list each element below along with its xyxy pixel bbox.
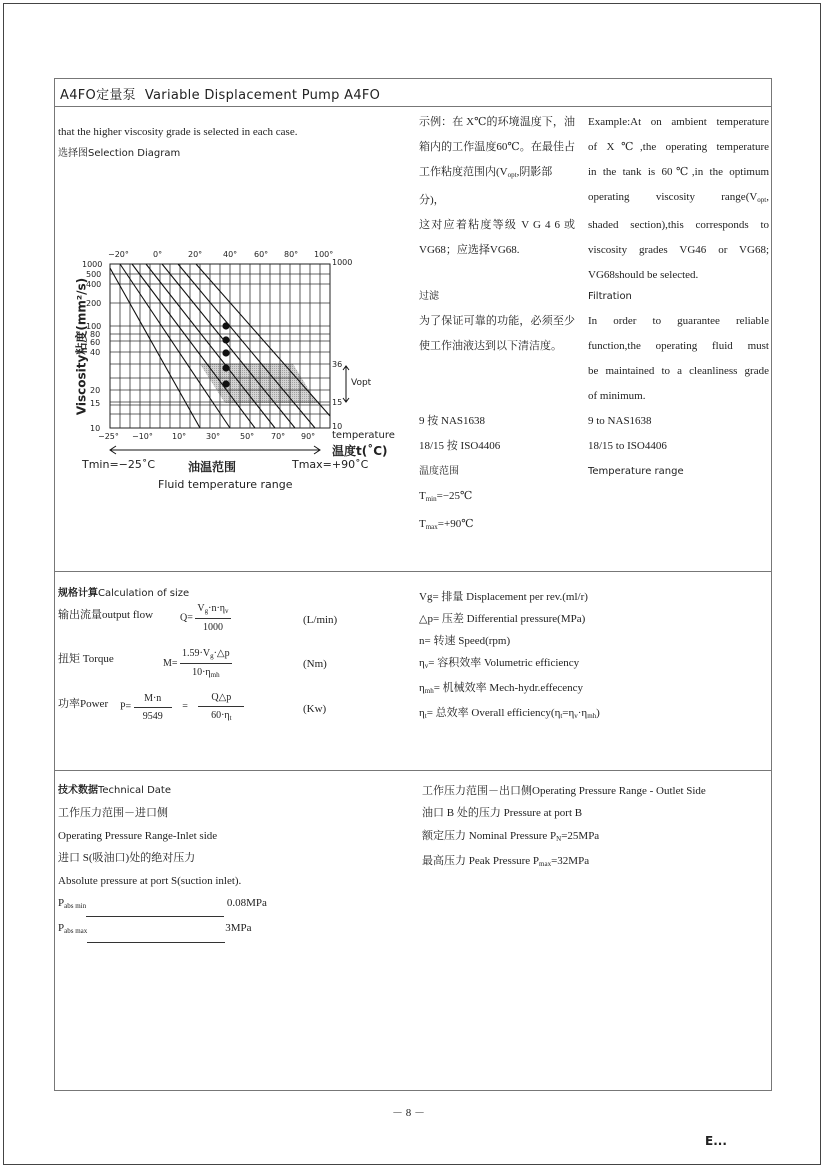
example-cn (419, 110, 575, 263)
y-axis-label (73, 272, 90, 422)
legend-eta-t: $\eta_t=$ 总效率 Overall $efficiency(\eta_t=\eta_v\cdot\eta_{mh})$ (419, 707, 600, 720)
filtration-en-line: of minimum. (588, 390, 646, 402)
power-unit: (Kw) (303, 703, 327, 715)
power-label: 功率Power (58, 698, 109, 710)
right-tick: 15 (332, 398, 343, 407)
left-tick: 80 (90, 330, 101, 339)
section-divider-2 (54, 770, 772, 771)
left-tick: 200 (86, 299, 102, 308)
temp-range-arrow (110, 446, 320, 454)
filtration-en-line: In order to guarantee reliable (588, 315, 769, 327)
power-lhs: P= (120, 701, 132, 713)
tech-right (422, 780, 706, 876)
bottom-tick: 10° (172, 432, 187, 441)
calc-heading (58, 584, 189, 599)
nominal-pressure: 额定压力 Nominal Pressure $P_N=25MPa$ (422, 829, 600, 843)
peak-pressure: 最高压力 Peak Pressure $P_{max}=32MPa$ (422, 855, 590, 869)
footer-mark: E... (705, 1134, 727, 1148)
abs-pressure-en: Absolute pressure at port S(suction inlet). (58, 874, 242, 887)
fill-line (86, 906, 224, 917)
example-cn-line: 示例：在 X℃的环境温度下，油 (419, 116, 575, 128)
fill-line (87, 932, 225, 943)
example-en (588, 110, 769, 288)
top-tick: 40° (223, 250, 238, 259)
example-en-line: VG68should be selected. (588, 269, 699, 281)
example-cn-line: 这对应着粘度等级 V G 4 6 或 (419, 219, 575, 231)
left-tick: 10 (90, 424, 101, 433)
flow-formula (180, 603, 231, 633)
calc-heading-cn: 规格计算 (58, 588, 98, 599)
inlet-cn: 工作压力范围－进口侧 (58, 807, 168, 820)
tmin-value: $T_{min}=-25℃$ (419, 490, 473, 503)
power-formula (120, 692, 244, 722)
torque-fraction: $\frac{1.59\cdot V_g\cdot\triangle p}{10\cdot\eta_{mh}}$ (182, 648, 230, 679)
tmin-label: Tmin=−25˚C (82, 458, 156, 471)
top-tick: 60° (254, 250, 269, 259)
flow-fraction: $\frac{V_g\cdot n\cdot\eta_v}{1000}$ (197, 603, 229, 633)
section-divider-1 (54, 571, 772, 572)
y-axis-label-en: Viscosity (74, 354, 89, 416)
left-tick: 400 (86, 280, 102, 289)
page-number: － 8 － (392, 1107, 425, 1119)
filtration-en-line: function,the operating fluid must (588, 340, 769, 352)
calc-legend (419, 586, 600, 727)
filtration-cn (419, 284, 575, 540)
example-en-line: in the tank is 60℃,in the optimum (588, 166, 769, 178)
y-axis-label-cn: 粘度 (74, 330, 89, 355)
y-axis-unit: (mm²/s) (74, 277, 89, 331)
vopt-label: Vopt (351, 378, 372, 388)
top-tick: 0° (153, 250, 163, 259)
power-fraction-2: $\frac{Q\triangle p}{60\cdot\eta_t}$ (198, 692, 244, 722)
example-cn-line: 工作粘度范围内($V_{opt}$,阴影部分)， (419, 166, 553, 206)
iso-en: 18/15 to ISO4406 (588, 440, 667, 452)
title-code: A4FO (60, 88, 97, 103)
left-tick: 100 (86, 322, 102, 331)
power-fraction-1: $\frac{M\cdot n}{9549}$ (134, 693, 172, 722)
vopt-bracket (343, 366, 349, 402)
legend-n: n= 转速 Speed(rpm) (419, 635, 511, 647)
temp-axis-label-cn: 温度t(˚C) (332, 444, 388, 458)
left-tick: 60 (90, 338, 101, 347)
tech-left (58, 780, 267, 943)
example-en-line: of X℃,the operating temperature (588, 141, 769, 153)
inlet-en: Operating Pressure Range-Inlet side (58, 829, 218, 842)
selection-diagram (70, 244, 400, 496)
left-tick: 500 (86, 270, 102, 279)
filtration-heading-en: Filtration (588, 291, 632, 302)
calc-heading-en: Calculation of size (98, 588, 190, 599)
flow-unit: (L/min) (303, 614, 338, 626)
top-tick: 20° (188, 250, 203, 259)
range-en-label: Fluid temperature range (158, 478, 293, 491)
selection-heading-cn: 选择图 (58, 148, 88, 159)
title-en: Variable Displacement Pump A4FO (144, 88, 381, 103)
example-en-line: viscosity grades VG46 or VG68; (588, 244, 769, 256)
example-en-line: Example:At on ambient temperature (588, 116, 769, 128)
temp-range-heading-cn: 温度范围 (419, 466, 459, 477)
left-tick: 40 (90, 348, 101, 357)
filtration-heading-cn: 过滤 (419, 291, 439, 302)
iso-cn: 18/15 按 ISO4406 (419, 440, 501, 452)
range-cn-label: 油温范围 (188, 460, 237, 474)
abs-pressure-cn: 进口 S(吸油口)处的绝对压力 (58, 852, 196, 865)
torque-lhs: M= (163, 657, 178, 669)
filtration-en-line: be maintained to a cleanliness grade (588, 365, 769, 377)
right-tick: 1000 (332, 258, 353, 267)
tmax-label: Tmax=+90˚C (292, 458, 369, 471)
page-header (60, 84, 380, 103)
right-tick: 36 (332, 360, 343, 369)
tech-heading-en: Technical Date (98, 785, 171, 796)
legend-eta-v: $\eta_v=$ 容积效率 Volumetric efficiency (419, 657, 580, 670)
selection-heading-en: Selection Diagram (88, 148, 181, 159)
torque-formula (163, 648, 232, 679)
pabs-max-value: 3MPa (225, 922, 252, 935)
legend-eta-mh: $\eta_{mh}=$ 机械效率 Mech-hydr.effecency (419, 682, 583, 695)
flow-label: 输出流量output flow (58, 609, 154, 621)
right-tick: 10 (332, 422, 343, 431)
outlet-range: 工作压力范围－出口侧Operating Pressure Range - Outlet Side (422, 785, 706, 797)
left-tick: 15 (90, 399, 101, 408)
nas-en: 9 to NAS1638 (588, 415, 652, 427)
example-en-line: shaded section),this corresponds to (588, 219, 769, 231)
selection-heading (58, 144, 180, 159)
header-divider (54, 106, 772, 107)
left-tick: 20 (90, 386, 101, 395)
top-tick: 80° (284, 250, 299, 259)
top-tick: 100° (314, 250, 334, 259)
bottom-tick: 50° (240, 432, 255, 441)
pabs-max-row: $P_{abs max}$ 3MPa (58, 917, 267, 942)
torque-unit: (Nm) (303, 658, 327, 670)
power-eq: = (182, 701, 188, 713)
nas-cn: 9 按 NAS1638 (419, 415, 486, 427)
tmax-value: $T_{max}=+90℃$ (419, 518, 474, 531)
temp-axis-label-en: temperature (332, 430, 395, 441)
left-tick: 1000 (82, 260, 103, 269)
grid-lines (110, 264, 330, 428)
pabs-min-value: 0.08MPa (226, 897, 267, 910)
tech-heading (58, 780, 267, 802)
tech-heading-cn: 技术数据 (58, 785, 98, 796)
example-cn-line: 箱内的工作温度60℃。在最佳占 (419, 141, 575, 153)
title-cn: 定量泵 (96, 88, 136, 103)
example-en-line: operating viscosity $range(V_{opt}$, (588, 191, 769, 204)
legend-dp: △p= 压差 Differential pressure(MPa) (419, 613, 586, 625)
legend-vg: Vg= 排量 Displacement per rev.(ml/r) (419, 591, 588, 603)
pabs-min-row: $P_{abs min}$ 0.08MPa (58, 892, 267, 917)
bottom-tick: 70° (271, 432, 286, 441)
intro-line: that the higher viscosity grade is selected in each case. (58, 126, 298, 138)
flow-lhs: Q= (180, 612, 193, 624)
filtration-en (588, 284, 769, 484)
torque-label: 扭矩 Torque (58, 653, 114, 665)
bottom-tick: 30° (206, 432, 221, 441)
temp-range-heading-en: Temperature range (588, 466, 684, 477)
filtration-cn-line: 为了保证可靠的功能，必须至少 (419, 315, 575, 327)
bottom-tick: 90° (301, 432, 316, 441)
filtration-cn-line: 使工作油液达到以下清洁度。 (419, 340, 562, 352)
bottom-tick: −25° (98, 432, 119, 441)
bottom-tick: −10° (132, 432, 153, 441)
port-b: 油口 B 处的压力 Pressure at port B (422, 807, 583, 820)
example-cn-line: VG68；应选择VG68. (419, 244, 520, 256)
top-tick: −20° (108, 250, 129, 259)
